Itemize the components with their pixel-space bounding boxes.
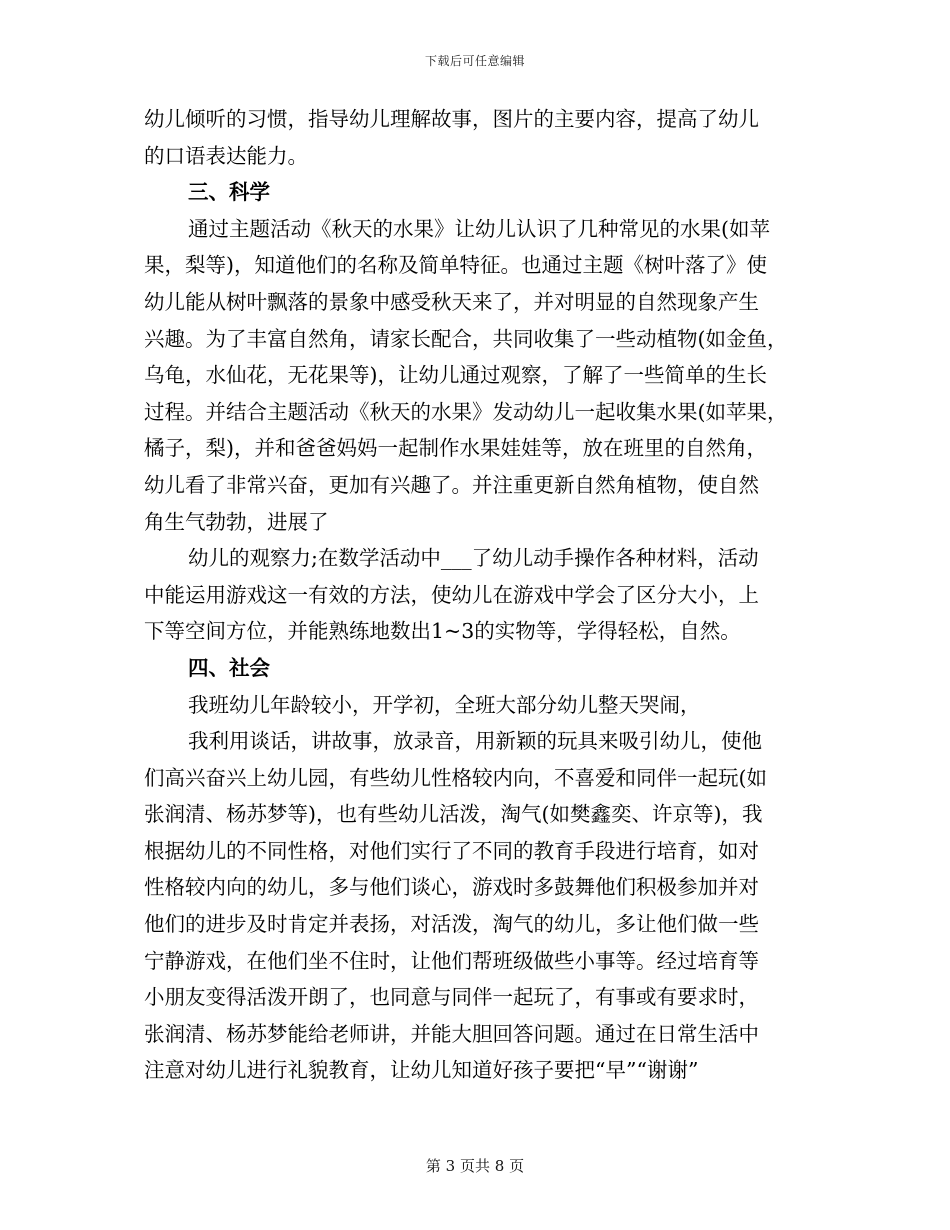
text-line: 张润清、杨苏梦等)，也有些幼儿活泼，淘气(如樊鑫奕、许京等)，我 — [144, 802, 763, 827]
paragraph-start-line: 幼儿的观察力;在数学活动中___了幼儿动手操作各种材料，活动 — [188, 546, 759, 571]
text-line: 幼儿能从树叶飘落的景象中感受秋天来了，并对明显的自然现象产生 — [144, 289, 759, 314]
text-line: 下等空间方位，并能熟练地数出1~3的实物等，学得轻松，自然。 — [144, 619, 741, 644]
section-heading-society: 四、社会 — [188, 655, 270, 680]
text-line: 幼儿看了非常兴奋，更加有兴趣了。并注重更新自然角植物，使自然 — [144, 472, 759, 497]
paragraph-start-line: 我利用谈话，讲故事，放录音，用新颖的玩具来吸引幼儿，使他 — [188, 729, 762, 754]
page-number-footer: 第 3 页共 8 页 — [425, 1157, 525, 1175]
text-line: 根据幼儿的不同性格，对他们实行了不同的教育手段进行培育，如对 — [144, 838, 759, 863]
text-line: 中能运用游戏这一有效的方法，使幼儿在游戏中学会了区分大小，上 — [144, 582, 759, 607]
text-line: 的口语表达能力。 — [144, 143, 308, 168]
text-line: 小朋友变得活泼开朗了，也同意与同伴一起玩了，有事或有要求时， — [144, 985, 759, 1010]
page-header: 下载后可任意编辑 — [424, 54, 525, 68]
text-line: 性格较内向的幼儿，多与他们谈心，游戏时多鼓舞他们积极参加并对 — [144, 875, 759, 900]
text-line: 角生气勃勃，进展了 — [144, 509, 329, 534]
text-line: 张润清、杨苏梦能给老师讲，并能大胆回答问题。通过在日常生活中 — [144, 1021, 759, 1046]
text-line: 橘子，梨)，并和爸爸妈妈一起制作水果娃娃等，放在班里的自然角， — [144, 436, 767, 461]
text-line: 乌龟，水仙花，无花果等)，让幼儿通过观察，了解了一些简单的生长 — [144, 363, 767, 388]
paragraph-start-line: 通过主题活动《秋天的水果》让幼儿认识了几种常见的水果(如苹 — [188, 216, 770, 241]
section-heading-science: 三、科学 — [188, 180, 270, 205]
document-body — [144, 101, 816, 1089]
text-line: 过程。并结合主题活动《秋天的水果》发动幼儿一起收集水果(如苹果， — [144, 399, 788, 424]
text-line: 们高兴奋兴上幼儿园，有些幼儿性格较内向，不喜爱和同伴一起玩(如 — [144, 765, 767, 790]
text-line: 宁静游戏，在他们坐不住时，让他们帮班级做些小事等。经过培育等 — [144, 948, 759, 973]
text-line: 果，梨等)，知道他们的名称及简单特征。也通过主题《树叶落了》使 — [144, 253, 767, 278]
text-line: 兴趣。为了丰富自然角，请家长配合，共同收集了一些动植物(如金鱼， — [144, 326, 788, 351]
text-line: 注意对幼儿进行礼貌教育，让幼儿知道好孩子要把“早”“谢谢” — [144, 1058, 699, 1083]
text-line: 他们的进步及时肯定并表扬，对活泼，淘气的幼儿，多让他们做一些 — [144, 912, 759, 937]
text-line: 幼儿倾听的习惯，指导幼儿理解故事，图片的主要内容，提高了幼儿 — [144, 107, 759, 131]
paragraph-start-line: 我班幼儿年龄较小，开学初，全班大部分幼儿整天哭闹， — [188, 692, 701, 717]
